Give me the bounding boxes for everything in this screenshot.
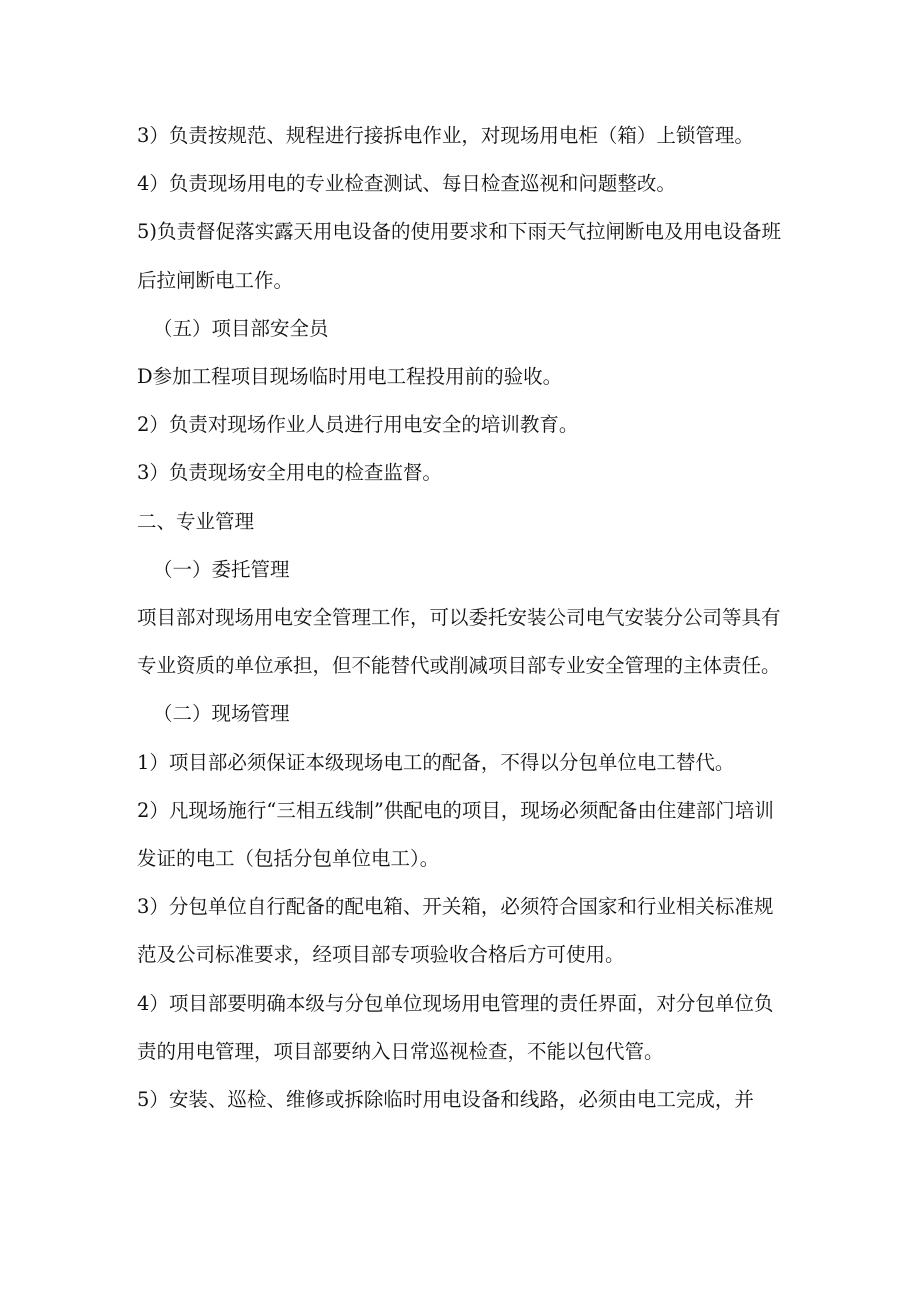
list-item-5-installation-maintenance: 5）安装、巡检、维修或拆除临时用电设备和线路，必须由电工完成，并: [137, 1088, 754, 1112]
list-item-1-acceptance: D参加工程项目现场临时用电工程投用前的验收。: [137, 365, 563, 389]
list-item-5-outdoor-equipment: 5)负责督促落实露天用电设备的使用要求和下雨天气拉闸断电及用电设备班后拉闸断电工作。: [137, 220, 782, 292]
list-item-4-inspection: 4）负责现场用电的专业检查测试、每日检查巡视和问题整改。: [137, 172, 676, 196]
section-subheading-entrusted-management: （一）委托管理: [153, 557, 290, 581]
section-heading-professional-management: 二、专业管理: [137, 509, 255, 533]
section-subheading-site-management: （二）现场管理: [153, 702, 290, 726]
list-item-1-electrician-staffing: 1）项目部必须保证本级现场电工的配备，不得以分包单位电工替代。: [137, 750, 735, 774]
paragraph-entrusted-management: 项目部对现场用电安全管理工作，可以委托安装公司电气安装分公司等具有专业资质的单位承担，但不能替代或削减项目部专业安全管理的主体责任。: [137, 606, 781, 678]
section-subheading-safety-officer: （五）项目部安全员: [153, 316, 329, 340]
list-item-4-responsibility-interface: 4）项目部要明确本级与分包单位现场用电管理的责任界面，对分包单位负责的用电管理，项目部要纳入日常巡视检查，不能以包代管。: [137, 991, 774, 1063]
list-item-3-supervision: 3）负责现场安全用电的检查监督。: [137, 461, 442, 485]
list-item-2-training: 2）负责对现场作业人员进行用电安全的培训教育。: [137, 413, 579, 437]
list-item-3-distribution-boxes: 3）分包单位自行配备的配电箱、开关箱，必须符合国家和行业相关标准规范及公司标准要求，经项目部专项验收合格后方可使用。: [137, 895, 774, 967]
document-body: [137, 112, 787, 1124]
list-item-3-lock-management: 3）负责按规范、规程进行接拆电作业，对现场用电柜（箱）上锁管理。: [137, 124, 754, 147]
list-item-2-three-phase-five-wire: 2）凡现场施行“三相五线制”供配电的项目，现场必须配备由住建部门培训发证的电工（包括分包单位电工）。: [137, 798, 774, 871]
